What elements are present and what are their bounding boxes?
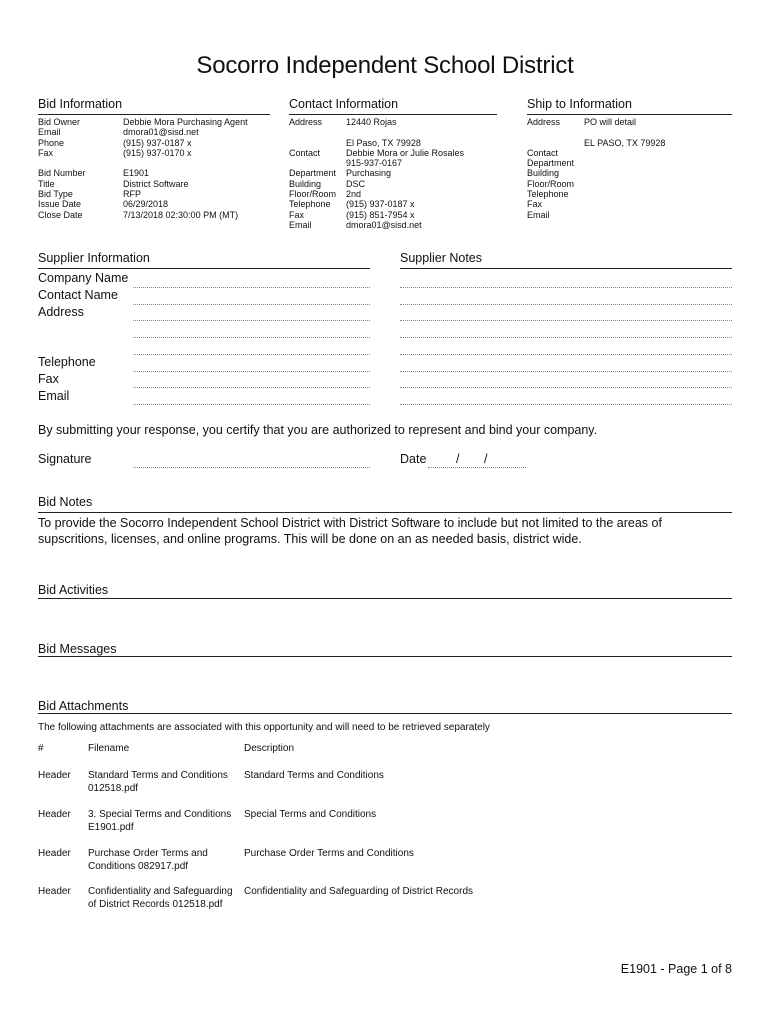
divider <box>38 598 732 599</box>
column-header-number: # <box>38 743 44 754</box>
telephone-field[interactable] <box>133 371 370 372</box>
date-separator: / <box>456 452 460 466</box>
attachment-filename[interactable] <box>88 808 231 834</box>
value: DSC <box>346 178 366 189</box>
supplier-information-heading: Supplier Information <box>38 251 150 265</box>
value: EL PASO, TX 79928 <box>584 137 666 148</box>
certification-text: By submitting your response, you certify that you are authorized to represent and bind your company. <box>38 423 598 437</box>
bid-notes-line-2: supscritions, licenses, and online programs. This will be done on an as needed basis, district wide. <box>38 532 582 546</box>
label: Department <box>289 168 337 179</box>
attachment-type: Header <box>38 809 71 820</box>
bid-notes-line-1: To provide the Socorro Independent School District with District Software to include but not limited to the areas of <box>38 516 662 530</box>
value: dmora01@sisd.net <box>123 127 199 138</box>
company-name-label: Company Name <box>38 271 129 285</box>
contact-name-field[interactable] <box>133 304 370 305</box>
filename-line: Conditions 082917.pdf <box>88 861 189 872</box>
label: Fax <box>527 199 543 210</box>
ship-info-labels <box>527 117 582 220</box>
attachment-description: Purchase Order Terms and Conditions <box>244 848 414 859</box>
date-label: Date <box>400 452 427 466</box>
address-field-line-1[interactable] <box>133 320 370 321</box>
label: Floor/Room <box>289 189 337 200</box>
label: Contact <box>527 147 559 158</box>
date-field[interactable] <box>428 467 526 468</box>
filename-line: Confidentiality and Safeguarding <box>88 886 233 897</box>
label: Issue Date <box>38 199 82 210</box>
value: (915) 851-7954 x <box>346 209 415 220</box>
bid-info-labels <box>38 117 118 220</box>
filename-line: Standard Terms and Conditions <box>88 770 228 781</box>
value: El Paso, TX 79928 <box>346 137 421 148</box>
bid-activities-heading: Bid Activities <box>38 583 109 597</box>
label: Telephone <box>527 189 569 200</box>
filename-line: 012518.pdf <box>88 783 139 794</box>
supplier-notes-line[interactable] <box>400 387 732 388</box>
label: Department <box>527 158 575 169</box>
fax-field[interactable] <box>133 387 370 388</box>
label: Building <box>289 178 322 189</box>
value: 7/13/2018 02:30:00 PM (MT) <box>123 209 239 220</box>
column-header-filename: Filename <box>88 743 130 754</box>
telephone-label: Telephone <box>38 355 96 369</box>
filename-line: Purchase Order Terms and <box>88 848 208 859</box>
label: Address <box>289 117 323 127</box>
value: (915) 937-0187 x <box>123 137 192 148</box>
value: Purchasing <box>346 168 392 179</box>
divider <box>38 656 732 657</box>
bid-attachments-heading: Bid Attachments <box>38 699 129 713</box>
value: 2nd <box>346 189 362 200</box>
label: Building <box>527 168 560 179</box>
label: Phone <box>38 137 65 148</box>
label: Fax <box>289 209 305 220</box>
contact-name-label: Contact Name <box>38 288 118 302</box>
value: E1901 <box>123 168 150 179</box>
supplier-notes-line[interactable] <box>400 404 732 405</box>
address-label: Address <box>38 305 84 319</box>
value: 915-937-0167 <box>346 158 403 169</box>
divider <box>400 268 732 269</box>
value: dmora01@sisd.net <box>346 219 422 230</box>
supplier-notes-line[interactable] <box>400 287 732 288</box>
date-separator: / <box>484 452 488 466</box>
attachment-filename[interactable] <box>88 769 228 795</box>
value: District Software <box>123 178 189 189</box>
attachment-type: Header <box>38 886 71 897</box>
label: Close Date <box>38 209 83 220</box>
label: Title <box>38 178 55 189</box>
value: RFP <box>123 189 141 200</box>
label: Bid Type <box>38 189 73 200</box>
value: 12440 Rojas <box>346 117 397 127</box>
contact-info-labels <box>289 117 344 230</box>
signature-field[interactable] <box>133 467 370 468</box>
divider <box>527 114 732 115</box>
label: Email <box>527 209 550 220</box>
attachment-description: Standard Terms and Conditions <box>244 770 384 781</box>
attachment-filename[interactable] <box>88 885 233 911</box>
ship-info-values <box>584 117 724 148</box>
supplier-notes-heading: Supplier Notes <box>400 251 482 265</box>
supplier-notes-line[interactable] <box>400 320 732 321</box>
contact-info-values <box>346 117 516 230</box>
page-title: Socorro Independent School District <box>196 52 574 79</box>
company-name-field[interactable] <box>133 287 370 288</box>
supplier-notes-line[interactable] <box>400 304 732 305</box>
label: Email <box>289 219 312 230</box>
label: Bid Number <box>38 168 86 179</box>
attachment-description: Confidentiality and Safeguarding of District Records <box>244 886 474 897</box>
bid-messages-heading: Bid Messages <box>38 642 117 656</box>
address-field-line-3[interactable] <box>133 354 370 355</box>
label: Telephone <box>289 199 331 210</box>
address-field-line-2[interactable] <box>133 337 370 338</box>
column-header-description: Description <box>244 743 295 754</box>
label: Fax <box>38 147 54 158</box>
attachment-description: Special Terms and Conditions <box>244 809 377 820</box>
label: Address <box>527 117 561 127</box>
label: Floor/Room <box>527 178 575 189</box>
contact-information-heading: Contact Information <box>289 97 399 111</box>
page-footer: E1901 - Page 1 of 8 <box>620 962 732 976</box>
bid-info-values <box>123 117 283 220</box>
email-label: Email <box>38 389 70 403</box>
value: (915) 937-0170 x <box>123 147 192 158</box>
divider <box>38 114 270 115</box>
label: Email <box>38 127 61 138</box>
value: 06/29/2018 <box>123 199 169 210</box>
divider <box>38 713 732 714</box>
value: PO will detail <box>584 117 637 127</box>
filename-line: E1901.pdf <box>88 822 134 833</box>
divider <box>38 268 370 269</box>
divider <box>289 114 497 115</box>
supplier-notes-line[interactable] <box>400 337 732 338</box>
supplier-notes-line[interactable] <box>400 354 732 355</box>
signature-label: Signature <box>38 452 92 466</box>
value: Debbie Mora Purchasing Agent <box>123 117 248 127</box>
attachment-type: Header <box>38 770 71 781</box>
fax-label: Fax <box>38 372 59 386</box>
filename-line: 3. Special Terms and Conditions <box>88 809 232 820</box>
attachment-filename[interactable] <box>88 847 208 873</box>
bid-information-heading: Bid Information <box>38 97 123 111</box>
value: Debbie Mora or Julie Rosales <box>346 147 465 158</box>
email-field[interactable] <box>133 404 370 405</box>
value: (915) 937-0187 x <box>346 199 415 210</box>
label: Contact <box>289 147 321 158</box>
attachment-type: Header <box>38 848 71 859</box>
ship-to-information-heading: Ship to Information <box>527 97 632 111</box>
filename-line: of District Records 012518.pdf <box>88 899 223 910</box>
supplier-notes-line[interactable] <box>400 371 732 372</box>
label: Bid Owner <box>38 117 81 127</box>
divider <box>38 512 732 513</box>
attachments-intro: The following attachments are associated with this opportunity and will need to be retrieved separately <box>38 722 490 733</box>
bid-notes-heading: Bid Notes <box>38 495 93 509</box>
